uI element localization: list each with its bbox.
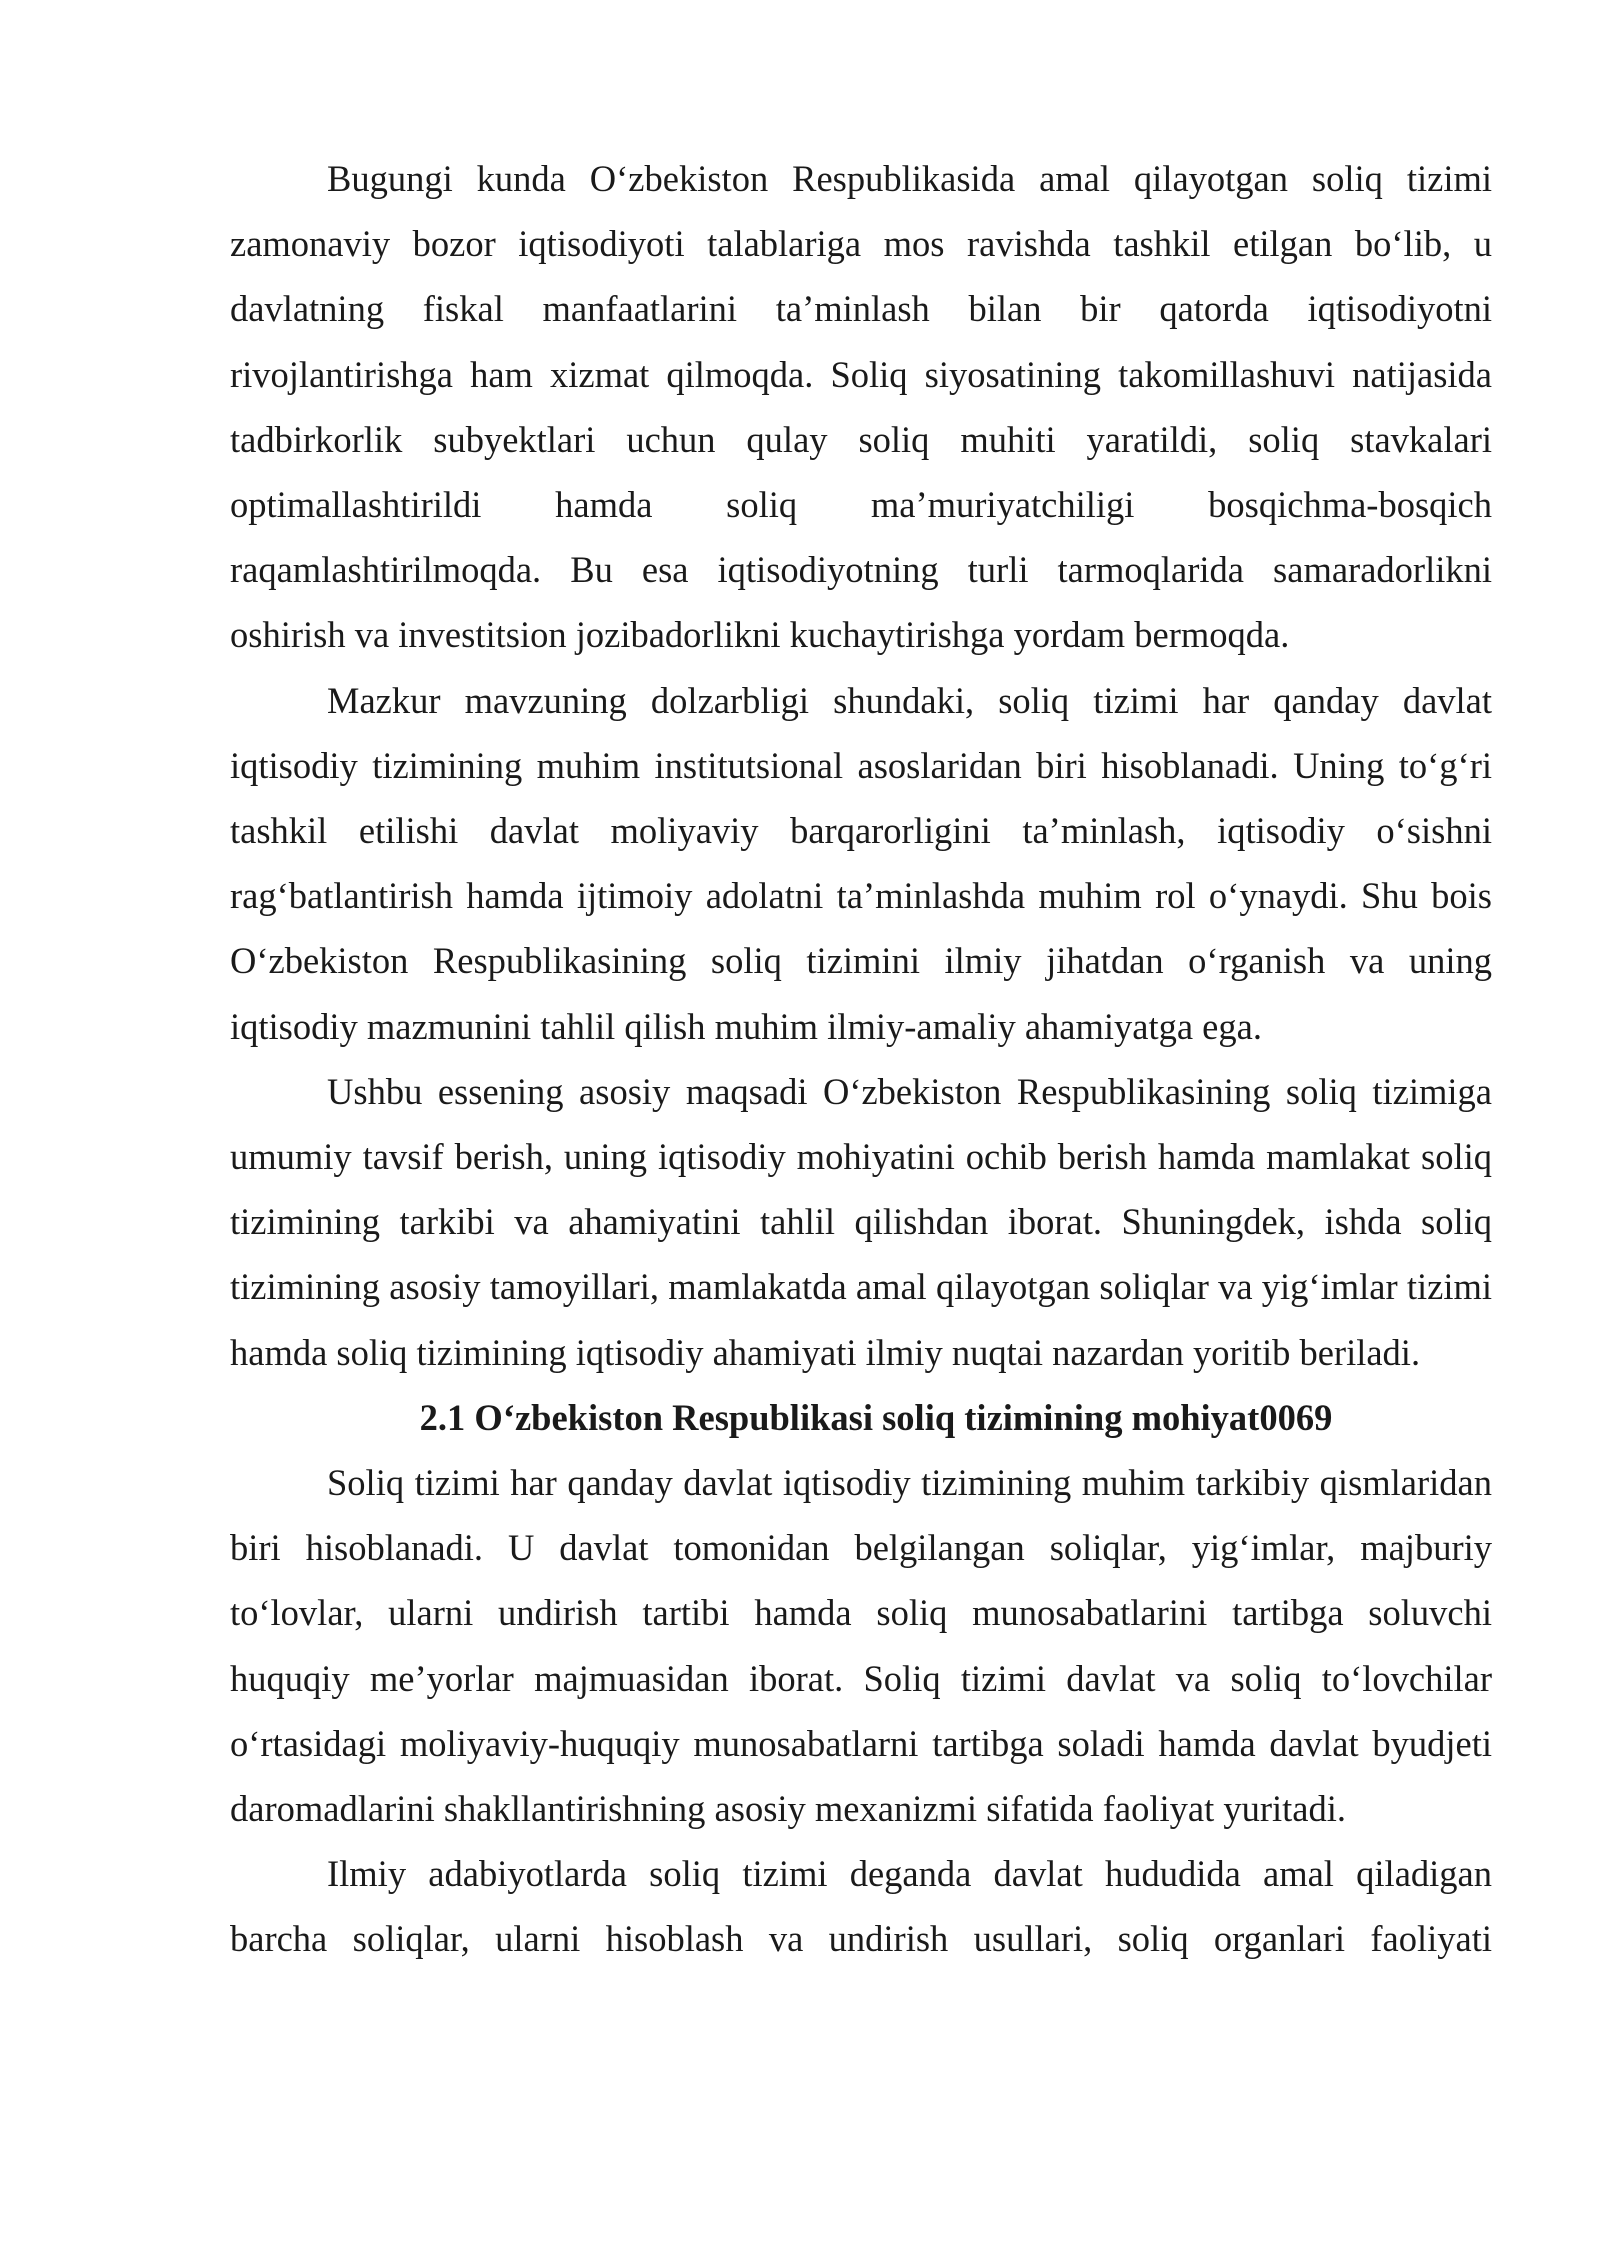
- document-body: [230, 146, 1492, 1972]
- paragraph-intro: Bugungi kunda O‘zbekiston Respublikasida amal qilayotgan soliq tizimi zamonaviy bozor iqtisodiyoti talablariga mos ravishda tashkil etilgan bo‘lib, u davlatning fiskal manfaatlarini ta’minlash bilan bir qatorda iqtisodiyotni rivojlantirishga ham xizmat qilmoqda. Soliq siyosatining takomillashuvi natijasida tadbirkorlik subyektlari uchun qulay soliq muhiti yaratildi, soliq stavkalari optimallashtirildi hamda soliq ma’muriyatchiligi bosqichma-bosqich raqamlashtirilmoqda. Bu esa iqtisodiyotning turli tarmoqlarida samaradorlikni oshirish va investitsion jozibadorlikni kuchaytirishga yordam bermoqda.: [230, 158, 1492, 656]
- section-heading: 2.1 O‘zbekiston Respublikasi soliq tizimining mohiyat0069: [419, 1396, 1333, 1438]
- paragraph-purpose: Ushbu essening asosiy maqsadi O‘zbekiston Respublikasining soliq tizimiga umumiy tavsif berish, uning iqtisodiy mohiyatini ochib berish hamda mamlakat soliq tizimining tarkibi va ahamiyatini tahlil qilishdan iborat. Shuningdek, ishda soliq tizimining asosiy tamoyillari, mamlakatda amal qilayotgan soliqlar va yig‘imlar tizimi hamda soliq tizimining iqtisodiy ahamiyati ilmiy nuqtai nazardan yoritib beriladi.: [230, 1070, 1492, 1373]
- paragraph-literature: Ilmiy adabiyotlarda soliq tizimi deganda davlat hududida amal qiladigan barcha soliqlar, ularni hisoblash va undirish usullari, soliq organlari faoliyati: [230, 1853, 1492, 1960]
- paragraph-definition: Soliq tizimi har qanday davlat iqtisodiy tizimining muhim tarkibiy qismlaridan biri hisoblanadi. U davlat tomonidan belgilangan soliqlar, yig‘imlar, majburiy to‘lovlar, ularni undirish tartibi hamda soliq munosabatlarini tartibga soluvchi huquqiy me’yorlar majmuasidan iborat. Soliq tizimi davlat va soliq to‘lovchilar o‘rtasidagi moliyaviy-huquqiy munosabatlarni tartibga soladi hamda davlat byudjeti daromadlarini shakllantirishning asosiy mexanizmi sifatida faoliyat yuritadi.: [230, 1462, 1492, 1830]
- paragraph-relevance: Mazkur mavzuning dolzarbligi shundaki, soliq tizimi har qanday davlat iqtisodiy tizimining muhim institutsional asoslaridan biri hisoblanadi. Uning to‘g‘ri tashkil etilishi davlat moliyaviy barqarorligini ta’minlash, iqtisodiy o‘sishni rag‘batlantirish hamda ijtimoiy adolatni ta’minlashda muhim rol o‘ynaydi. Shu bois O‘zbekiston Respublikasining soliq tizimini ilmiy jihatdan o‘rganish va uning iqtisodiy mazmunini tahlil qilish muhim ilmiy-amaliy ahamiyatga ega.: [230, 679, 1492, 1047]
